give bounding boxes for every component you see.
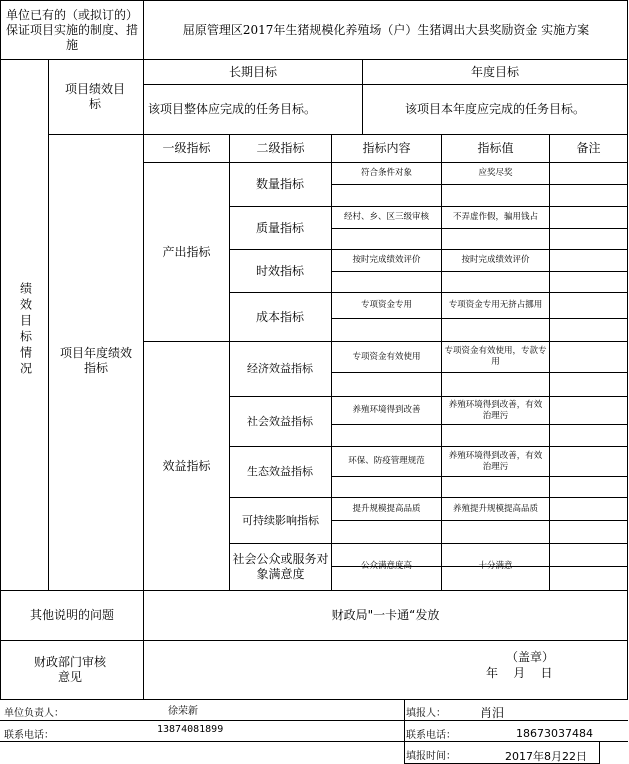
performance-goals-side-label: 绩效目标情况 (18, 282, 33, 378)
annual-indicator-label: 项目年度绩效指标 (59, 346, 132, 375)
value-economic: 专项资金有效使用，专款专用 (444, 346, 547, 367)
contact-phone-right: 18673037484 (516, 727, 593, 740)
content-ecological: 环保、防疫管理规范 (348, 456, 425, 467)
level2-social: 社会效益指标 (247, 414, 313, 428)
content-economic: 专项资金有效使用 (352, 351, 421, 362)
header-value: 指标值 (477, 141, 514, 155)
content-cost: 专项资金专用 (360, 300, 412, 311)
level2-quantity: 数量指标 (255, 177, 304, 191)
annual-goal-header: 年度目标 (470, 64, 519, 79)
value-quality: 不弄虚作假，骗用钱占 (452, 212, 538, 223)
annual-goal-text: 该项目本年度应完成的任务目标。 (404, 102, 585, 116)
date-value: 2017年8月22日 (505, 750, 587, 763)
content-satisfaction: 公众满意度高 (360, 560, 412, 571)
plan-title: 屈原管理区2017年生猪规模化养殖场（户）生猪调出大县奖励资金 实施方案 (182, 22, 590, 37)
long-term-goal-text: 该项目整体应完成的任务目标。 (148, 102, 317, 116)
review-date-line: 年 月 日 (486, 666, 553, 680)
value-ecological: 养殖环境得到改善，有效治理污 (448, 450, 543, 472)
level2-sustainable: 可持续影响指标 (242, 513, 319, 527)
value-quantity: 应奖尽奖 (478, 168, 513, 179)
contact-phone-left: 13874081899 (157, 724, 224, 735)
header-level2: 二级指标 (256, 141, 305, 155)
measures-label: 单位已有的（或拟订的）保证项目实施的制度、措施 (5, 7, 138, 52)
level2-quality: 质量指标 (255, 220, 304, 235)
unit-head-name: 徐荣新 (168, 706, 198, 717)
contact-label-left: 联系电话： (4, 730, 54, 741)
level2-cost: 成本指标 (255, 309, 304, 324)
level2-economic: 经济效益指标 (247, 362, 313, 376)
header-content: 指标内容 (362, 141, 411, 155)
filler-name: 肖汨 (480, 706, 505, 720)
finance-review-label: 财政部门审核意见 (33, 655, 106, 684)
date-label: 填报时间： (406, 751, 456, 762)
content-quality: 经村、乡、区三级审核 (343, 212, 429, 223)
level2-timeliness: 时效指标 (255, 263, 304, 278)
value-timeliness: 按时完成绩效评价 (461, 255, 530, 266)
level2-ecological: 生态效益指标 (247, 465, 313, 479)
filler-label: 填报人： (406, 708, 446, 719)
long-term-goal-header: 长期目标 (228, 64, 277, 79)
value-cost: 专项资金专用无挤占挪用 (448, 300, 543, 311)
content-quantity: 符合条件对象 (360, 168, 412, 179)
content-social: 养殖环境得到改善 (352, 405, 421, 416)
content-sustainable: 提升规模提高品质 (352, 503, 421, 514)
other-notes-label: 其他说明的问题 (29, 608, 114, 622)
header-level1: 一级指标 (162, 141, 211, 155)
contact-label-right: 联系电话： (406, 730, 456, 741)
unit-head-label: 单位负责人： (4, 708, 64, 719)
level1-output: 产出指标 (162, 244, 211, 259)
level1-benefit: 效益指标 (162, 458, 211, 473)
other-notes-text: 财政局"一卡通“发放 (331, 608, 440, 622)
header-remark: 备注 (576, 141, 601, 155)
project-goal-label: 项目绩效目标 (64, 82, 125, 111)
value-satisfaction: 十分满意 (478, 560, 513, 571)
seal-placeholder: （盖章） (506, 650, 555, 664)
content-timeliness: 按时完成绩效评价 (352, 255, 421, 266)
value-social: 养殖环境得到改善，有效治理污 (448, 399, 543, 421)
level2-satisfaction: 社会公众或服务对象满意度 (232, 552, 329, 581)
value-sustainable: 养殖提升规模提高品质 (452, 503, 538, 514)
